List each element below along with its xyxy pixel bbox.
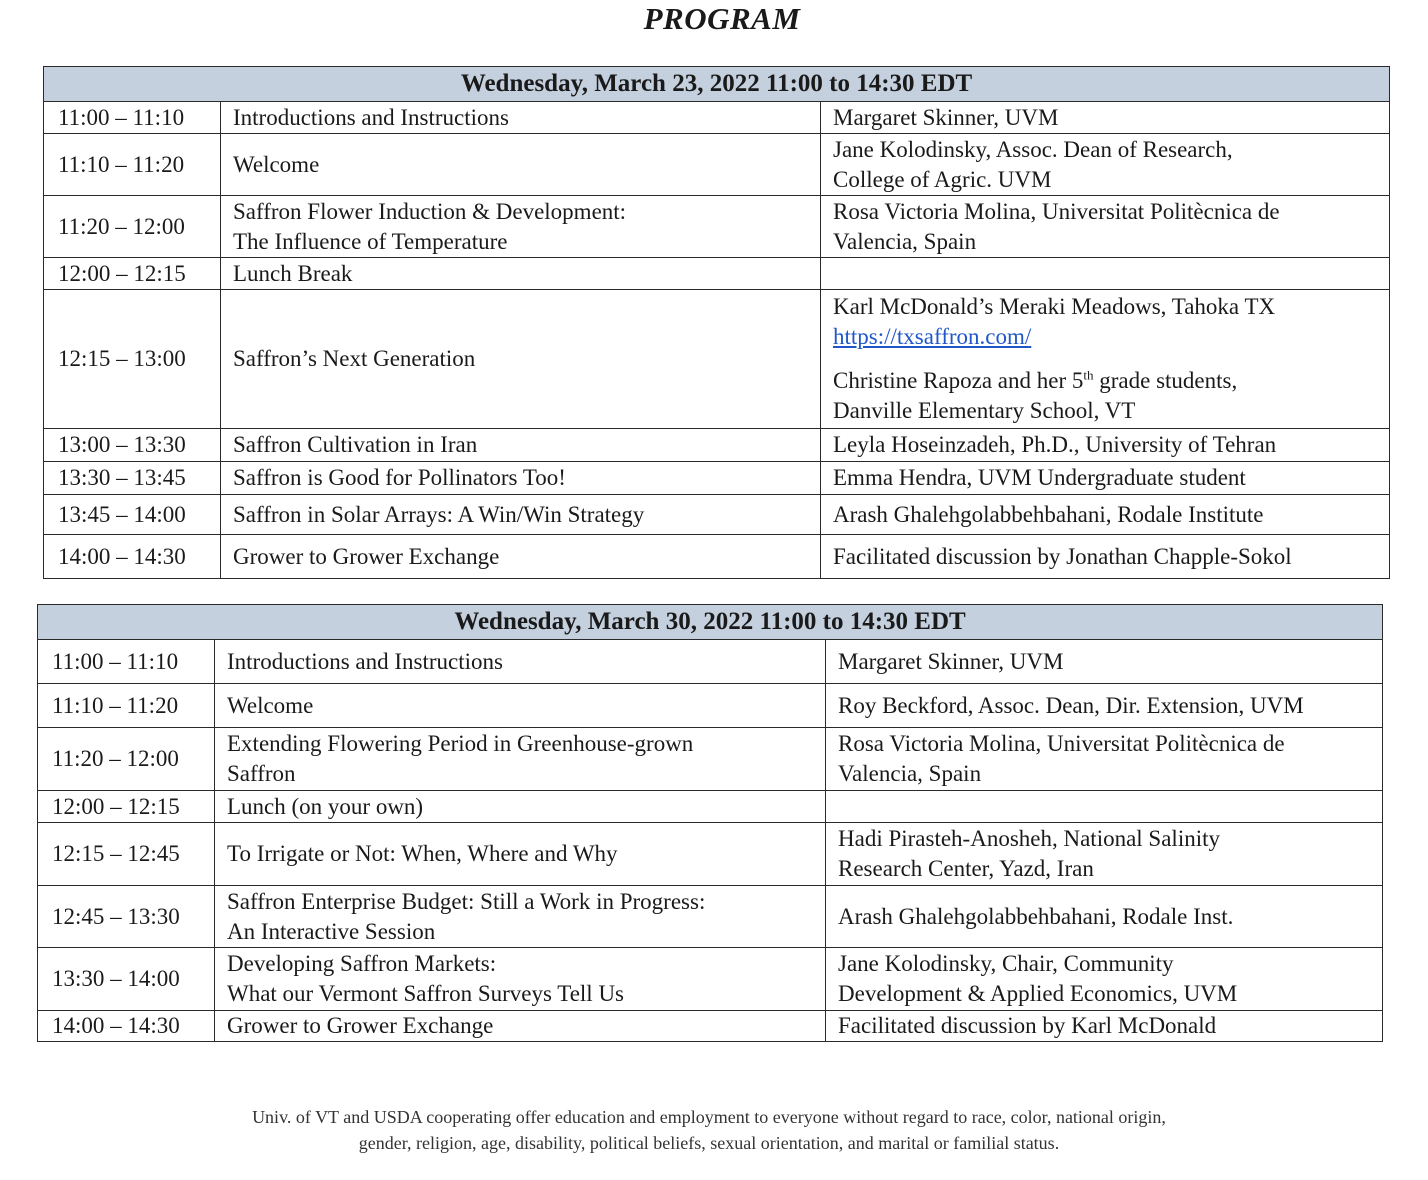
speaker-line: Facilitated discussion by Karl McDonald xyxy=(838,1013,1217,1038)
session-line: Saffron in Solar Arrays: A Win/Win Strategy xyxy=(233,501,645,527)
session-cell xyxy=(221,290,821,429)
time-cell: 14:00 – 14:30 xyxy=(44,535,221,579)
speaker-cell xyxy=(821,290,1390,429)
table-header-row xyxy=(44,67,1390,102)
speaker-line: Development & Applied Economics, UVM xyxy=(838,981,1238,1006)
speaker-cell xyxy=(821,462,1390,495)
table-header-row xyxy=(38,605,1383,640)
session-line: What our Vermont Saffron Surveys Tell Us xyxy=(227,981,625,1006)
session-line: To Irrigate or Not: When, Where and Why xyxy=(227,841,618,866)
speaker-cell xyxy=(826,791,1383,823)
session-line: Saffron xyxy=(227,761,296,786)
table-row xyxy=(38,791,1383,823)
session-line: Welcome xyxy=(227,692,314,718)
session-cell xyxy=(221,462,821,495)
table-row xyxy=(38,640,1383,684)
time-cell: 12:45 – 13:30 xyxy=(38,886,215,948)
time-cell: 12:00 – 12:15 xyxy=(44,258,221,290)
speaker-cell xyxy=(821,495,1390,535)
session-cell xyxy=(221,258,821,290)
table-row xyxy=(44,102,1390,134)
session-line: Saffron’s Next Generation xyxy=(233,346,476,371)
speaker-line: Danville Elementary School, VT xyxy=(833,398,1136,423)
speaker-text: grade students, xyxy=(1093,368,1238,393)
speaker-line: Facilitated discussion by Jonathan Chapple-Sokol xyxy=(833,543,1292,569)
speaker-line: Research Center, Yazd, Iran xyxy=(838,856,1094,881)
session-cell xyxy=(215,948,826,1011)
session-cell xyxy=(221,429,821,462)
table-row xyxy=(44,258,1390,290)
time-cell: 14:00 – 14:30 xyxy=(38,1011,215,1042)
table-row xyxy=(44,535,1390,579)
time-cell: 12:15 – 12:45 xyxy=(38,823,215,886)
session-cell xyxy=(221,535,821,579)
footer-line: Univ. of VT and USDA cooperating offer education and employment to everyone without regard to race, color, national origin, xyxy=(252,1107,1166,1127)
session-cell xyxy=(221,495,821,535)
session-cell xyxy=(215,684,826,728)
session-line: Lunch Break xyxy=(233,260,353,286)
time-cell: 11:10 – 11:20 xyxy=(38,684,215,728)
speaker-cell xyxy=(821,134,1390,196)
table-row xyxy=(38,1011,1383,1042)
time-cell: 13:45 – 14:00 xyxy=(44,495,221,535)
speaker-cell xyxy=(826,1011,1383,1042)
time-cell: 12:00 – 12:15 xyxy=(38,791,215,823)
session-cell xyxy=(215,791,826,823)
session-line: Grower to Grower Exchange xyxy=(233,543,500,569)
session-line: Developing Saffron Markets: xyxy=(227,951,497,976)
session-cell xyxy=(221,196,821,258)
speaker-cell xyxy=(821,196,1390,258)
speaker-cell xyxy=(821,535,1390,579)
table-row xyxy=(44,429,1390,462)
session-cell xyxy=(215,886,826,948)
speaker-cell xyxy=(826,886,1383,948)
table-row xyxy=(44,196,1390,258)
speaker-cell xyxy=(821,102,1390,134)
day2-header: Wednesday, March 30, 2022 11:00 to 14:30 EDT xyxy=(38,605,1383,640)
session-cell xyxy=(215,1011,826,1042)
time-cell: 12:15 – 13:00 xyxy=(44,290,221,429)
schedule-table-day2 xyxy=(37,604,1383,1042)
speaker-line: Valencia, Spain xyxy=(838,761,982,786)
session-line: Introductions and Instructions xyxy=(233,104,509,130)
speaker-cell xyxy=(821,429,1390,462)
speaker-line: Arash Ghalehgolabbehbahani, Rodale Institute xyxy=(833,501,1264,527)
time-cell: 13:30 – 13:45 xyxy=(44,462,221,495)
session-line: Saffron Flower Induction & Development: xyxy=(233,198,627,224)
time-cell: 11:10 – 11:20 xyxy=(44,134,221,196)
nondiscrimination-footer xyxy=(0,1104,1418,1156)
session-cell xyxy=(215,823,826,886)
footer-line: gender, religion, age, disability, political beliefs, sexual orientation, and marital or familial status. xyxy=(358,1133,1060,1153)
table-row xyxy=(38,684,1383,728)
session-line: Introductions and Instructions xyxy=(227,648,503,674)
speaker-cell xyxy=(821,258,1390,290)
speaker-line: Karl McDonald’s Meraki Meadows, Tahoka TX xyxy=(833,294,1276,319)
ordinal-suffix: th xyxy=(1083,367,1094,383)
speaker-cell xyxy=(826,948,1383,1011)
session-cell xyxy=(215,728,826,791)
session-line: Saffron Enterprise Budget: Still a Work in Progress: xyxy=(227,888,706,914)
speaker-line: College of Agric. UVM xyxy=(833,166,1052,192)
txsaffron-link[interactable]: https://txsaffron.com/ xyxy=(833,324,1032,349)
speaker-cell xyxy=(826,684,1383,728)
speaker-cell xyxy=(826,823,1383,886)
speaker-line: Arash Ghalehgolabbehbahani, Rodale Inst. xyxy=(838,903,1234,929)
speaker-line xyxy=(833,366,1377,396)
speaker-line: Valencia, Spain xyxy=(833,228,977,254)
speaker-text: Christine Rapoza and her 5 xyxy=(833,368,1084,393)
speaker-line: Rosa Victoria Molina, Universitat Politècnica de xyxy=(838,731,1285,756)
page-title: PROGRAM xyxy=(643,1,801,36)
time-cell: 13:00 – 13:30 xyxy=(44,429,221,462)
table-row xyxy=(38,948,1383,1011)
speaker-cell xyxy=(826,728,1383,791)
time-cell: 11:00 – 11:10 xyxy=(38,640,215,684)
table-row xyxy=(44,495,1390,535)
speaker-line: Margaret Skinner, UVM xyxy=(838,648,1064,674)
schedule-table-day1 xyxy=(43,66,1390,579)
speaker-line: Margaret Skinner, UVM xyxy=(833,104,1059,130)
speaker-line: Roy Beckford, Assoc. Dean, Dir. Extension, UVM xyxy=(838,692,1304,718)
session-cell xyxy=(221,102,821,134)
time-cell: 11:20 – 12:00 xyxy=(38,728,215,791)
time-cell: 11:20 – 12:00 xyxy=(44,196,221,258)
speaker-line: Jane Kolodinsky, Chair, Community xyxy=(838,951,1174,976)
session-cell xyxy=(215,640,826,684)
day1-header: Wednesday, March 23, 2022 11:00 to 14:30 EDT xyxy=(44,67,1390,102)
table-row xyxy=(38,728,1383,791)
session-line: Saffron Cultivation in Iran xyxy=(233,432,478,457)
speaker-line: Emma Hendra, UVM Undergraduate student xyxy=(833,465,1246,490)
speaker-cell xyxy=(826,640,1383,684)
speaker-line: Rosa Victoria Molina, Universitat Politècnica de xyxy=(833,198,1280,224)
speaker-line: Hadi Pirasteh-Anosheh, National Salinity xyxy=(838,826,1220,851)
table-row xyxy=(38,886,1383,948)
table-row xyxy=(44,134,1390,196)
table-row xyxy=(38,823,1383,886)
session-line: Extending Flowering Period in Greenhouse-grown xyxy=(227,731,694,756)
time-cell: 13:30 – 14:00 xyxy=(38,948,215,1011)
speaker-line: Jane Kolodinsky, Assoc. Dean of Research, xyxy=(833,136,1233,162)
session-cell xyxy=(221,134,821,196)
table-row xyxy=(44,462,1390,495)
time-cell: 11:00 – 11:10 xyxy=(44,102,221,134)
table-row xyxy=(44,290,1390,429)
speaker-line: Leyla Hoseinzadeh, Ph.D., University of Tehran xyxy=(833,432,1277,457)
session-line: The Influence of Temperature xyxy=(233,228,508,254)
session-line: Lunch (on your own) xyxy=(227,793,424,819)
session-line: An Interactive Session xyxy=(227,918,436,944)
session-line: Welcome xyxy=(233,151,320,177)
session-line: Saffron is Good for Pollinators Too! xyxy=(233,465,566,490)
session-line: Grower to Grower Exchange xyxy=(227,1013,494,1038)
